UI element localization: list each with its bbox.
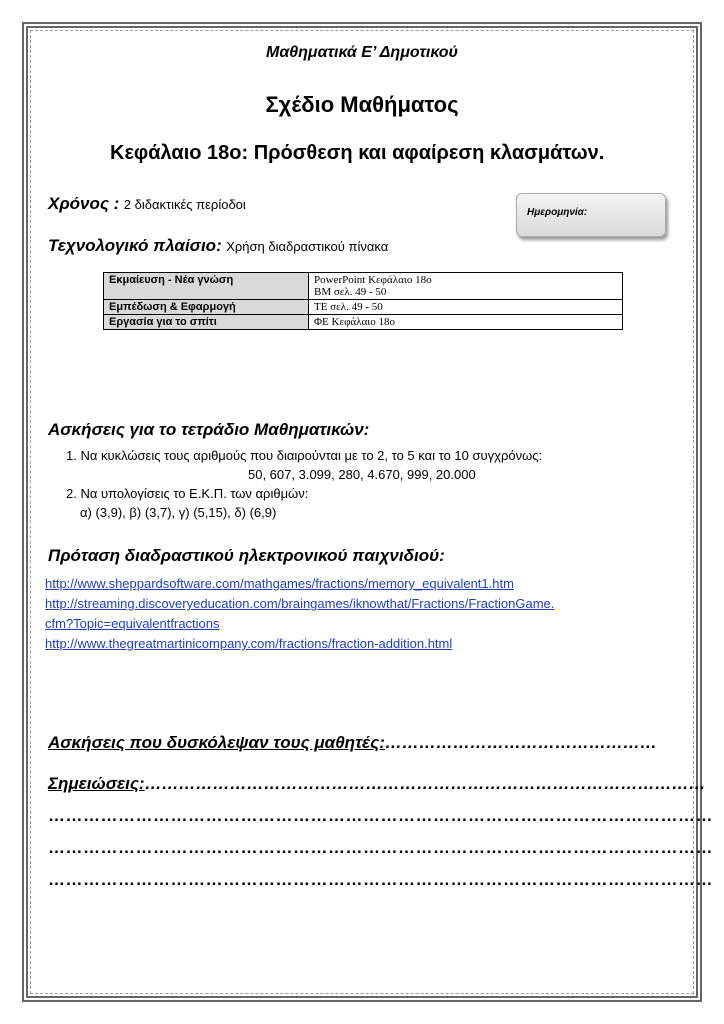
table-row (104, 273, 623, 300)
list-item-pairs: α) (3,9), β) (3,7), γ) (5,15), δ) (6,9) (80, 505, 277, 520)
table-row (104, 315, 623, 330)
page-title: Σχέδιο Μαθήματος (265, 92, 459, 117)
exercise-list (66, 446, 542, 522)
notes-line: …………………………………………………………………………………………………… (48, 870, 713, 889)
chapter-title: Κεφάλαιο 18ο: Πρόσθεση και αφαίρεση κλασμάτων. (110, 142, 605, 164)
game-link-continued[interactable]: cfm?Topic=equivalentfractions (45, 616, 220, 631)
phase-cell: Εμπέδωση & Εφαρμογή (104, 300, 309, 315)
difficult-exercises-row (48, 733, 657, 753)
phase-cell: Εργασία για το σπίτι (104, 315, 309, 330)
list-item: 1. Να κυκλώσεις τους αριθμούς που διαιρούνται με το 2, το 5 και το 10 συγχρόνως: (66, 448, 543, 463)
resource-line: ΒΜ σελ. 49 - 50 (314, 286, 387, 298)
tech-label: Τεχνολογικό πλαίσιο: (48, 236, 222, 255)
notes-row (48, 774, 706, 794)
time-row (48, 194, 246, 214)
game-link[interactable]: http://www.thegreatmartinicompany.com/fractions/fraction-addition.html (45, 636, 453, 651)
phase-cell: Εκμαίευση - Νέα γνώση (104, 273, 309, 300)
resource-cell: ΦΕ Κεφάλαιο 18ο (309, 315, 623, 330)
difficult-label: Ασκήσεις που δυσκόλεψαν τους μαθητές: (48, 733, 385, 752)
exercises-heading: Ασκήσεις για το τετράδιο Μαθηματικών: (48, 420, 370, 439)
game-link[interactable]: http://www.sheppardsoftware.com/mathgames/fractions/memory_equivalent1.htm (45, 576, 514, 591)
tech-value: Χρήση διαδραστικού πίνακα (226, 239, 389, 254)
resource-cell: ΤΕ σελ. 49 - 50 (309, 300, 623, 315)
list-item-numbers: 50, 607, 3.099, 280, 4.670, 999, 20.000 (248, 467, 476, 482)
game-links (45, 574, 554, 654)
notes-line: …………………………………………………………………………………………………… (48, 806, 713, 825)
date-label: Ημερομηνία: (527, 207, 588, 218)
time-label: Χρόνος : (48, 194, 120, 213)
notes-label: Σημειώσεις: (48, 774, 145, 793)
games-heading: Πρόταση διαδραστικού ηλεκτρονικού παιχνιδιού: (48, 546, 445, 565)
tech-row (48, 236, 388, 256)
resource-cell (309, 273, 623, 300)
date-field[interactable] (516, 193, 666, 237)
lesson-plan-table (103, 272, 623, 330)
difficult-dots: ………………………………………… (384, 733, 657, 752)
notes-dots: ……………………………………………………………………………………… (144, 774, 706, 793)
subject-heading: Μαθηματικά Ε’ Δημοτικού (265, 44, 458, 61)
time-value: 2 διδακτικές περίοδοι (123, 197, 246, 212)
resource-line: PowerPoint Κεφάλαιο 18ο (314, 274, 432, 286)
game-link[interactable]: http://streaming.discoveryeducation.com/braingames/iknowthat/Fractions/FractionGame. (45, 596, 555, 611)
table-row (104, 300, 623, 315)
list-item: 2. Να υπολογίσεις το Ε.Κ.Π. των αριθμών: (66, 486, 309, 501)
notes-line: …………………………………………………………………………………………………… (48, 838, 713, 857)
